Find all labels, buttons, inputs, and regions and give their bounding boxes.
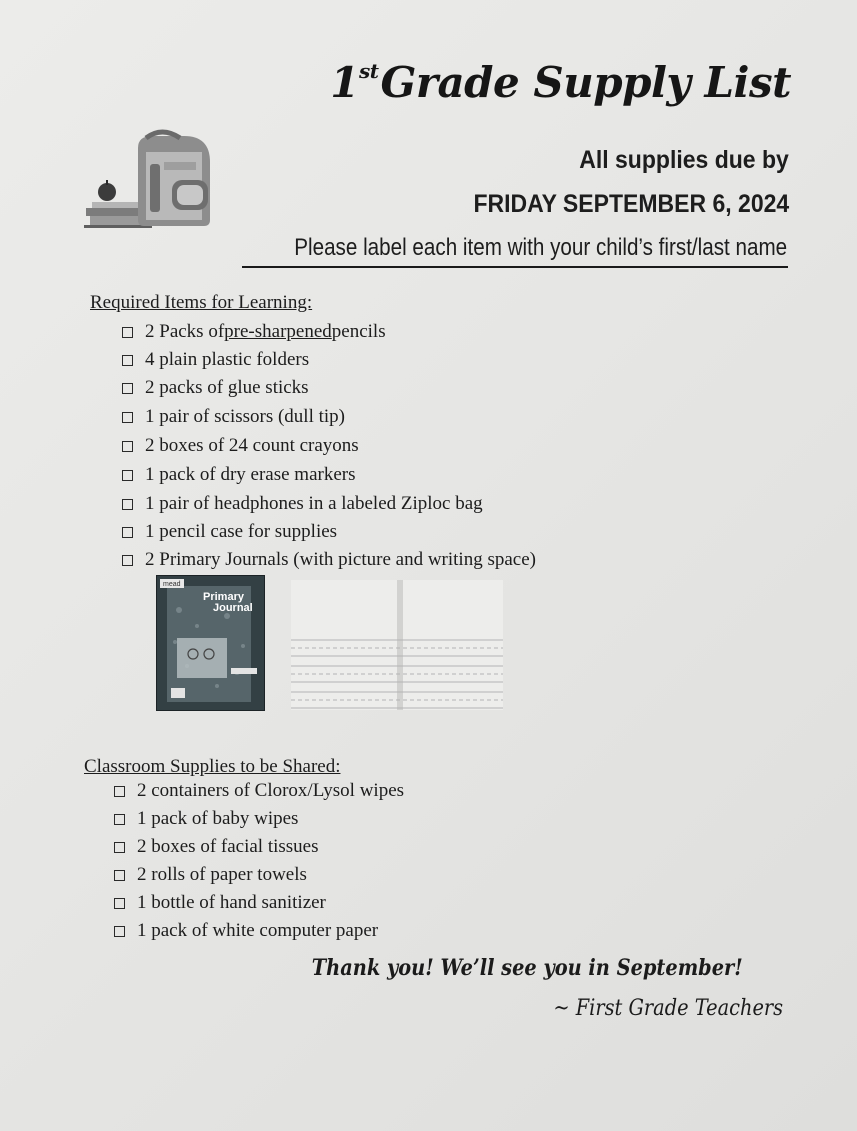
checkbox-icon bbox=[122, 470, 133, 481]
item-emphasis: pre-sharpened bbox=[224, 321, 332, 342]
item-text: 2 containers of Clorox/Lysol wipes bbox=[137, 780, 405, 801]
item-text: 4 plain plastic folders bbox=[145, 349, 310, 370]
required-item bbox=[122, 377, 309, 399]
shared-item bbox=[114, 780, 404, 802]
title-ordinal-suffix: st bbox=[358, 59, 379, 83]
journal-title-line1: Primary bbox=[203, 591, 244, 603]
shared-item bbox=[114, 836, 319, 858]
required-item bbox=[122, 521, 337, 543]
shared-item bbox=[114, 808, 298, 830]
shared-item bbox=[114, 920, 378, 942]
item-text: 2 boxes of 24 count crayons bbox=[145, 435, 359, 456]
shared-supplies-heading: Classroom Supplies to be Shared: bbox=[84, 756, 341, 777]
journal-title-line2: Journal bbox=[213, 602, 253, 614]
shared-item bbox=[114, 864, 307, 886]
checkbox-icon bbox=[122, 412, 133, 423]
required-item bbox=[122, 321, 386, 343]
required-item bbox=[122, 406, 345, 428]
required-item bbox=[122, 549, 536, 571]
journal-brand: mead bbox=[163, 581, 181, 588]
page-title bbox=[330, 58, 791, 107]
title-ordinal: 1 bbox=[330, 58, 359, 107]
item-text: 2 boxes of facial tissues bbox=[137, 836, 319, 857]
required-item bbox=[122, 464, 355, 486]
journal-cover-image bbox=[156, 575, 265, 711]
required-item bbox=[122, 349, 309, 371]
journal-page-image bbox=[291, 580, 503, 710]
item-text: 2 Packs of bbox=[145, 321, 225, 342]
backpack-icon bbox=[80, 128, 220, 232]
item-text: 1 pack of baby wipes bbox=[137, 808, 299, 829]
required-items-heading: Required Items for Learning: bbox=[90, 292, 313, 313]
item-text: 1 pack of dry erase markers bbox=[145, 464, 356, 485]
item-text: 1 pencil case for supplies bbox=[145, 521, 338, 542]
label-instruction: Please label each item with your child’s first/last name bbox=[294, 234, 787, 261]
item-text: 1 pair of scissors (dull tip) bbox=[145, 406, 346, 427]
item-text: 1 bottle of hand sanitizer bbox=[137, 892, 326, 913]
checkbox-icon bbox=[114, 926, 125, 937]
due-date: FRIDAY SEPTEMBER 6, 2024 bbox=[473, 190, 789, 218]
checkbox-icon bbox=[122, 327, 133, 338]
apple-icon bbox=[98, 180, 116, 201]
item-text: 2 packs of glue sticks bbox=[145, 377, 309, 398]
checkbox-icon bbox=[122, 499, 133, 510]
checkbox-icon bbox=[122, 441, 133, 452]
item-text: 2 Primary Journals (with picture and writing space) bbox=[145, 549, 536, 570]
due-date-intro: All supplies due by bbox=[579, 146, 789, 174]
checkbox-icon bbox=[114, 842, 125, 853]
required-item bbox=[122, 493, 483, 515]
shared-item bbox=[114, 892, 326, 914]
required-item bbox=[122, 435, 359, 457]
checkbox-icon bbox=[122, 355, 133, 366]
checkbox-icon bbox=[122, 555, 133, 566]
item-text: 2 rolls of paper towels bbox=[137, 864, 307, 885]
signoff: ~ First Grade Teachers bbox=[553, 996, 783, 1021]
item-text: pencils bbox=[331, 321, 386, 342]
checkbox-icon bbox=[114, 786, 125, 797]
thank-you-message: Thank you! We’ll see you in September! bbox=[312, 955, 743, 981]
item-text: 1 pack of white computer paper bbox=[137, 920, 379, 941]
checkbox-icon bbox=[122, 527, 133, 538]
item-text: 1 pair of headphones in a labeled Ziploc bag bbox=[145, 493, 483, 514]
checkbox-icon bbox=[114, 814, 125, 825]
title-text: Grade Supply List bbox=[380, 58, 791, 107]
checkbox-icon bbox=[122, 383, 133, 394]
checkbox-icon bbox=[114, 898, 125, 909]
label-instruction-underline bbox=[242, 266, 788, 268]
checkbox-icon bbox=[114, 870, 125, 881]
